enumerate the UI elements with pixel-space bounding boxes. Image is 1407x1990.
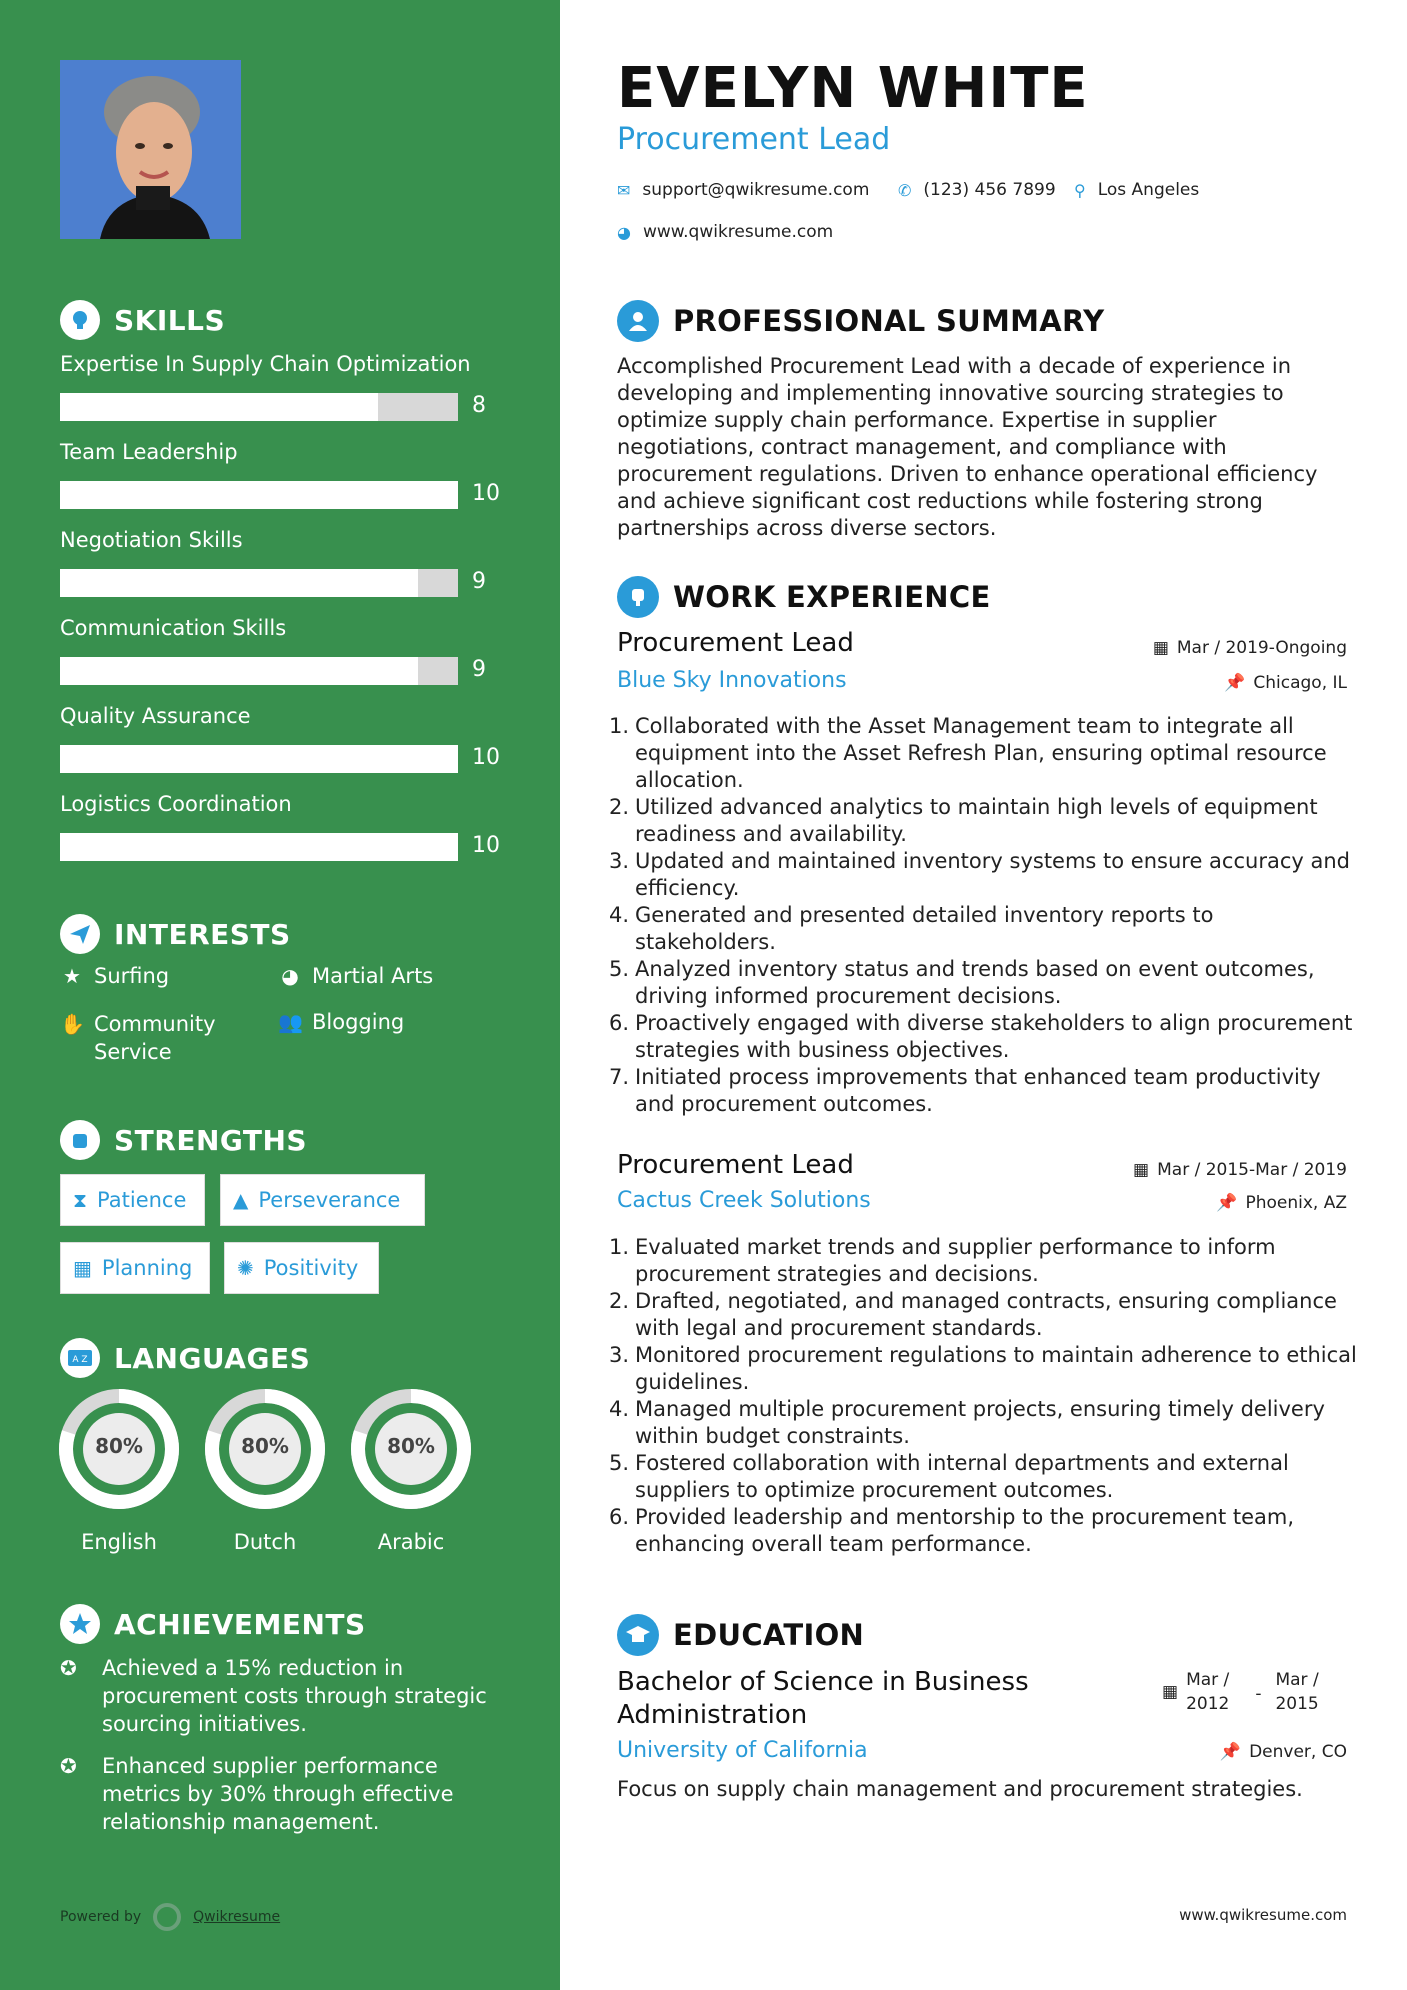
skill-bar (60, 833, 458, 861)
achievement-text: Enhanced supplier performance metrics by 30% through effective relationship management. (102, 1754, 454, 1834)
education-description: Focus on supply chain management and procurement strategies. (617, 1777, 1303, 1801)
skill-bar (60, 569, 458, 597)
briefcase-icon (617, 576, 659, 618)
skills-heading (60, 300, 225, 340)
job-location (1216, 1193, 1347, 1213)
powered-by (60, 1903, 280, 1931)
paper-plane-icon (60, 914, 100, 954)
degree-line: Administration (617, 1700, 808, 1730)
job-location (1224, 673, 1347, 693)
interests-title: INTERESTS (114, 917, 291, 951)
skill-bar-fill (60, 657, 418, 685)
skill-item (60, 792, 520, 858)
candidate-name: EVELYN WHITE (617, 56, 1089, 121)
pin-icon: 📌 (1219, 1742, 1242, 1762)
languages-heading (60, 1338, 310, 1378)
education-title: EDUCATION (673, 1618, 865, 1652)
job-duties (617, 1234, 1357, 1558)
skill-item (60, 616, 520, 682)
skill-item (60, 704, 520, 770)
education-end (1275, 1668, 1318, 1716)
pin-icon: 📌 (1216, 1193, 1238, 1213)
sidebar (0, 0, 560, 1990)
achievements-title: ACHIEVEMENTS (114, 1607, 366, 1641)
qwikresume-link[interactable]: Qwikresume (193, 1909, 281, 1925)
interest-item (60, 1010, 250, 1066)
duty-item: Monitored procurement regulations to maintain adherence to ethical guidelines. (635, 1343, 1357, 1394)
duty-item: Proactively engaged with diverse stakeholders to align procurement strategies with business objectives. (635, 1011, 1353, 1062)
skill-item (60, 528, 520, 594)
interest-item (60, 964, 240, 988)
road-icon: ▲ (233, 1188, 249, 1212)
duty-item: Provided leadership and mentorship to the procurement team, enhancing overall team performance. (635, 1505, 1295, 1556)
skill-bar-fill (60, 393, 378, 421)
education-dates (1162, 1668, 1319, 1716)
job-title: Procurement Lead (617, 628, 854, 658)
skill-name: Expertise In Supply Chain Optimization (60, 352, 471, 376)
education-start-year: 2012 (1186, 1694, 1230, 1714)
interest-item (278, 964, 478, 988)
duty-item: Generated and presented detailed inventory reports to stakeholders. (635, 903, 1214, 954)
language-item (58, 1388, 180, 1554)
education-start-month: Mar / (1186, 1670, 1230, 1690)
language-name: Arabic (377, 1530, 445, 1554)
achievements-heading (60, 1604, 366, 1644)
map-pin-icon: ⚲ (1074, 180, 1086, 200)
skill-bar (60, 745, 458, 773)
school-name: University of California (617, 1738, 868, 1763)
language-percent: 80% (95, 1434, 143, 1458)
achievement-item (60, 1654, 500, 1738)
hourglass-icon: ⧗ (73, 1188, 88, 1212)
job-dates-text: Mar / 2015-Mar / 2019 (1157, 1160, 1347, 1180)
skill-bar (60, 657, 458, 685)
job-dates (1153, 638, 1347, 658)
strength-tag (224, 1242, 379, 1294)
achievement-item (60, 1752, 500, 1836)
calendar-icon: ▦ (1152, 638, 1169, 658)
strengths-title: STRENGTHS (114, 1123, 308, 1157)
interest-label: Surfing (94, 964, 170, 988)
skill-name: Communication Skills (60, 616, 287, 640)
education-start (1186, 1668, 1229, 1716)
job-location-text: Phoenix, AZ (1245, 1193, 1347, 1213)
date-separator: - (1255, 1684, 1262, 1704)
calendar-icon: ▦ (1162, 1682, 1179, 1702)
language-percent: 80% (387, 1434, 435, 1458)
skill-bar (60, 481, 458, 509)
education-end-year: 2015 (1275, 1694, 1319, 1714)
phone-text: (123) 456 7899 (923, 180, 1056, 200)
strength-label: Patience (97, 1188, 187, 1212)
achievement-text: Achieved a 15% reduction in procurement costs through strategic sourcing initiatives. (102, 1656, 487, 1736)
interests-heading (60, 914, 291, 954)
skill-item (60, 440, 520, 506)
svg-text:A Z: A Z (72, 1355, 88, 1365)
job-company: Cactus Creek Solutions (617, 1188, 871, 1213)
star-badge-icon (60, 1604, 100, 1644)
language-percent: 80% (241, 1434, 289, 1458)
job-duties (617, 713, 1357, 1118)
skill-name: Negotiation Skills (60, 528, 243, 552)
education-location-text: Denver, CO (1249, 1742, 1347, 1762)
job-location-text: Chicago, IL (1253, 673, 1347, 693)
experience-heading (617, 576, 991, 618)
degree-title (617, 1666, 1029, 1732)
duty-item: Collaborated with the Asset Management team to integrate all equipment into the Asset Refresh Plan, ensuring optimal resource allocation. (635, 714, 1327, 792)
contact-email (617, 180, 869, 200)
duty-item: Initiated process improvements that enhanced team productivity and procurement outcomes. (635, 1065, 1321, 1116)
email-text[interactable]: support@qwikresume.com (642, 180, 870, 200)
skill-bar-fill (60, 481, 458, 509)
envelope-icon: ✉ (617, 180, 631, 200)
powered-label: Powered by (60, 1909, 142, 1925)
portrait-image (60, 60, 241, 239)
strength-tag (60, 1174, 205, 1226)
calendar-icon: ▦ (73, 1256, 92, 1280)
duty-item: Utilized advanced analytics to maintain high levels of equipment readiness and availability. (635, 795, 1318, 846)
calendar-icon: ▦ (1133, 1160, 1150, 1180)
graduation-cap-icon (617, 1614, 659, 1656)
hand-icon: ✋ (60, 1012, 85, 1036)
star-burst-icon: ✪ (60, 1656, 77, 1680)
duty-item: Updated and maintained inventory systems to ensure accuracy and efficiency. (635, 849, 1350, 900)
strength-tag (220, 1174, 425, 1226)
lightbulb-icon (60, 300, 100, 340)
job-company: Blue Sky Innovations (617, 668, 847, 693)
star-burst-icon: ✪ (60, 1754, 77, 1778)
duty-item: Evaluated market trends and supplier performance to inform procurement strategies and decisions. (635, 1235, 1276, 1286)
skills-title: SKILLS (114, 303, 226, 337)
profile-photo (60, 60, 241, 239)
job-dates (1133, 1160, 1347, 1180)
contact-location (1074, 180, 1199, 200)
degree-line: Bachelor of Science in Business (617, 1667, 1029, 1697)
skill-bar-fill (60, 833, 458, 861)
education-location (1220, 1742, 1347, 1762)
summary-heading (617, 300, 1104, 342)
candidate-role: Procurement Lead (617, 122, 891, 157)
skill-name: Team Leadership (60, 440, 238, 464)
users-icon: 👥 (278, 1010, 303, 1034)
interest-label: Community Service (94, 1012, 216, 1064)
language-name: English (81, 1530, 157, 1554)
star-icon: ★ (63, 964, 81, 988)
skill-value: 10 (472, 481, 500, 506)
footer-url[interactable]: www.qwikresume.com (1179, 1906, 1347, 1924)
strength-label: Perseverance (258, 1188, 401, 1212)
sun-icon: ✺ (237, 1256, 254, 1280)
strength-tag (60, 1242, 210, 1294)
contact-phone (898, 180, 1056, 200)
location-text: Los Angeles (1097, 180, 1200, 200)
skill-name: Logistics Coordination (60, 792, 292, 816)
interest-label: Blogging (312, 1010, 405, 1034)
skill-value: 10 (472, 745, 500, 770)
skill-value: 10 (472, 833, 500, 858)
pin-icon: 📌 (1224, 673, 1246, 693)
summary-text: Accomplished Procurement Lead with a decade of experience in developing and implementing innovative sourcing strategies to optimize supply chain performance. Expertise in supplier negotiations, contract management, and compliance with procurement regulations. Driven to enhance operational efficiency and achieve significant cost reductions while fostering strong partnerships across diverse sectors. (617, 354, 1318, 540)
duty-item: Drafted, negotiated, and managed contracts, ensuring compliance with legal and procurement standards. (635, 1289, 1337, 1340)
language-item (204, 1388, 326, 1554)
globe-icon: ◕ (281, 964, 299, 988)
contact-website (617, 222, 833, 242)
skill-bar-fill (60, 745, 458, 773)
job-title: Procurement Lead (617, 1150, 854, 1180)
user-icon (617, 300, 659, 342)
translate-icon (60, 1338, 100, 1378)
skill-name: Quality Assurance (60, 704, 251, 728)
strength-label: Planning (101, 1256, 193, 1280)
skill-value: 8 (472, 393, 486, 418)
language-name: Dutch (233, 1530, 297, 1554)
strengths-heading (60, 1120, 307, 1160)
interest-label: Martial Arts (312, 964, 434, 988)
skill-bar (60, 393, 458, 421)
qwikresume-logo-icon (153, 1903, 181, 1931)
website-text[interactable]: www.qwikresume.com (642, 222, 834, 242)
job-dates-text: Mar / 2019-Ongoing (1176, 638, 1347, 658)
education-heading (617, 1614, 864, 1656)
phone-icon: ✆ (898, 180, 912, 200)
experience-title: WORK EXPERIENCE (673, 580, 991, 614)
skill-value: 9 (472, 657, 486, 682)
interest-item (278, 1010, 478, 1034)
duty-item: Fostered collaboration with internal departments and external suppliers to optimize procurement outcomes. (635, 1451, 1289, 1502)
education-end-month: Mar / (1275, 1670, 1319, 1690)
skill-bar-fill (60, 569, 418, 597)
duty-item: Managed multiple procurement projects, ensuring timely delivery within budget constraints. (635, 1397, 1325, 1448)
language-item (350, 1388, 472, 1554)
summary-title: PROFESSIONAL SUMMARY (673, 304, 1105, 338)
fist-icon (60, 1120, 100, 1160)
languages-title: LANGUAGES (114, 1341, 311, 1375)
skill-item (60, 352, 520, 418)
globe-icon: ◕ (617, 222, 631, 242)
duty-item: Analyzed inventory status and trends based on event outcomes, driving informed procurement decisions. (635, 957, 1315, 1008)
strength-label: Positivity (263, 1256, 359, 1280)
skill-value: 9 (472, 569, 486, 594)
